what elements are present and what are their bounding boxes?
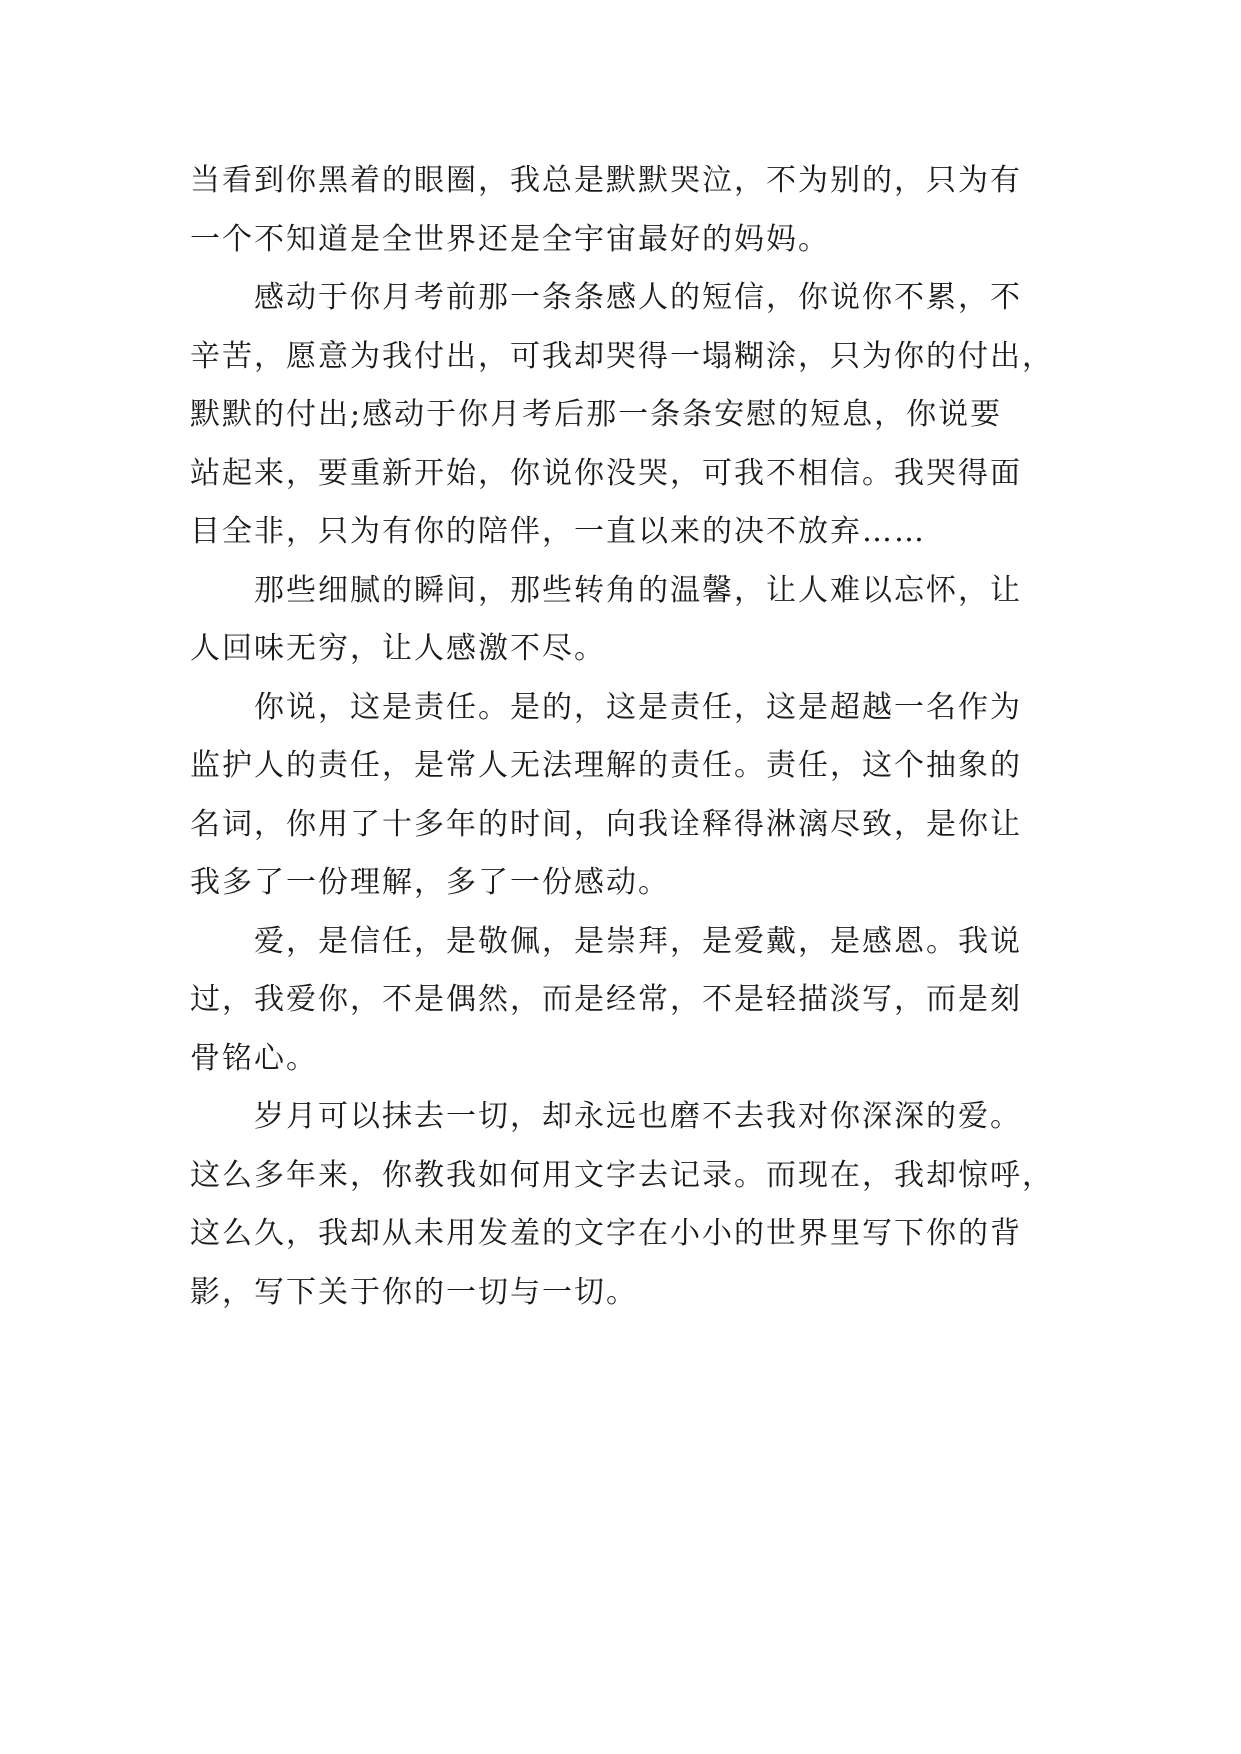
- text-line: 站起来，要重新开始，你说你没哭，可我不相信。我哭得面: [190, 455, 1022, 491]
- text-line: 当看到你黑着的眼圈，我总是默默哭泣，不为别的，只为有: [190, 163, 1022, 198]
- document-body: [190, 152, 1070, 1322]
- text-line: 默默的付出;感动于你月考后那一条条安慰的短息，你说要: [190, 397, 1003, 432]
- text-line: 人回味无穷，让人感激不尽。: [190, 631, 606, 666]
- text-line: 这么多年来，你教我如何用文字去记录。而现在，我却惊呼，: [190, 1157, 1054, 1193]
- paragraph-2: [190, 269, 1070, 562]
- text-line: 岁月可以抹去一切，却永远也磨不去我对你深深的爱。: [254, 1099, 1022, 1134]
- paragraph-6: [190, 1088, 1070, 1322]
- text-line: 你说，这是责任。是的，这是责任，这是超越一名作为: [254, 689, 1022, 725]
- text-line: 辛苦，愿意为我付出，可我却哭得一塌糊涂，只为你的付出，: [190, 338, 1054, 374]
- text-line: 监护人的责任，是常人无法理解的责任。责任，这个抽象的: [190, 748, 1022, 783]
- paragraph-1: [190, 152, 1070, 269]
- text-line: 这么久，我却从未用发羞的文字在小小的世界里写下你的背: [190, 1216, 1022, 1251]
- text-line: 目全非，只为有你的陪伴，一直以来的决不放弃……: [190, 514, 926, 549]
- text-line: 影，写下关于你的一切与一切。: [190, 1274, 638, 1310]
- text-line: 那些细腻的瞬间，那些转角的温馨，让人难以忘怀，让: [254, 572, 1022, 608]
- paragraph-3: [190, 562, 1070, 679]
- text-line: 一个不知道是全世界还是全宇宙最好的妈妈。: [190, 221, 830, 257]
- text-line: 爱，是信任，是敬佩，是崇拜，是爱戴，是感恩。我说: [254, 923, 1022, 959]
- paragraph-5: [190, 913, 1070, 1089]
- text-line: 名词，你用了十多年的时间，向我诠释得淋漓尽致，是你让: [190, 806, 1022, 842]
- text-line: 骨铭心。: [190, 1040, 318, 1076]
- text-line: 我多了一份理解，多了一份感动。: [190, 865, 670, 900]
- text-line: 过，我爱你，不是偶然，而是经常，不是轻描淡写，而是刻: [190, 982, 1022, 1017]
- paragraph-4: [190, 679, 1070, 913]
- text-line: 感动于你月考前那一条条感人的短信，你说你不累，不: [254, 280, 1022, 315]
